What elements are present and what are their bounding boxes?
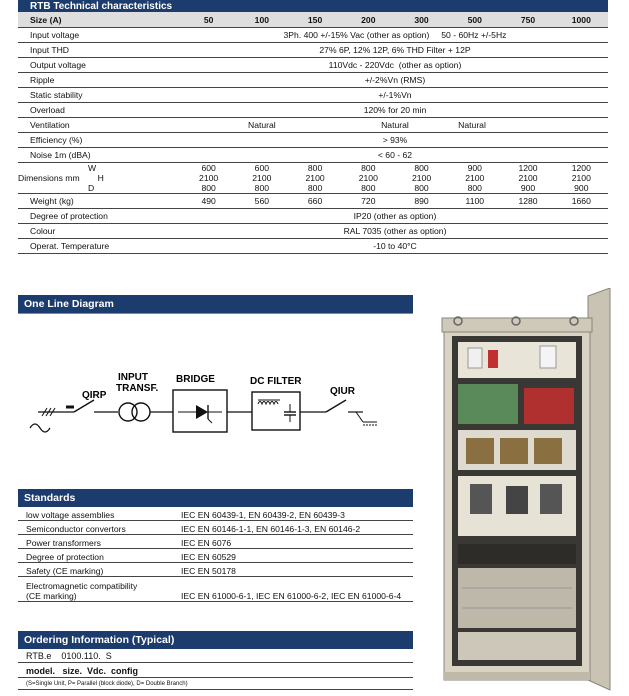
table-row: low voltage assemblies IEC EN 60439-1, EN 60439-2, EN 60439-3 <box>18 507 413 521</box>
table-row: Ripple +/-2%Vn (RMS) <box>18 73 608 88</box>
dimension-row-w: W 600 600 800 800 800 900 1200 1200 <box>88 163 591 173</box>
ordering-note: (S=Single Unit, P= Parallel (block diode), D= Double Branch) <box>18 679 413 690</box>
qiur-label: QIUR <box>330 386 355 397</box>
transformer-icon <box>119 403 173 421</box>
standards-title: Standards <box>18 489 413 507</box>
size-col: 1000 <box>555 12 608 28</box>
size-col: 500 <box>448 12 501 28</box>
table-row: Power transformers IEC EN 6076 <box>18 535 413 549</box>
rectifier-cabinet-image <box>440 288 612 694</box>
size-col: 150 <box>288 12 341 28</box>
bridge-icon <box>173 390 252 432</box>
dimensions-label: Dimensions mm <box>18 173 80 183</box>
dc-filter-icon <box>252 392 326 430</box>
table-row: Degree of protection IEC EN 60529 <box>18 549 413 563</box>
size-col: 750 <box>501 12 554 28</box>
table-row: Electromagnetic compatibility (CE marking) IEC EN 61000-6-1, IEC EN 61000-6-2, IEC EN 61000-6-4 <box>18 577 413 602</box>
ventilation-row: Ventilation Natural Natural Natural <box>18 118 608 133</box>
table-row: Efficiency (%) > 93% <box>18 133 608 148</box>
qiur-switch-icon <box>326 400 377 425</box>
qirp-label: QIRP <box>82 390 107 401</box>
tech-title: RTB Technical characteristics <box>18 0 608 12</box>
ordering-fields: model. size. Vdc. config <box>18 664 413 678</box>
table-row: Input THD 27% 6P, 12% 12P, 6% THD Filter + 12P <box>18 43 608 58</box>
table-row: Overload 120% for 20 min <box>18 103 608 118</box>
weight-row: Weight (kg) 490 560 660 720 890 1100 1280 1660 <box>18 194 608 209</box>
table-row: Operat. Temperature -10 to 40°C <box>18 239 608 254</box>
ac-source-icon <box>30 424 50 432</box>
one-line-diagram <box>18 360 418 470</box>
size-header: Size (A) <box>18 12 182 28</box>
size-col: 200 <box>342 12 395 28</box>
qirp-switch-icon <box>66 400 118 412</box>
size-col: 100 <box>235 12 288 28</box>
table-row: Noise 1m (dBA) < 60 - 62 <box>18 148 608 163</box>
table-row: Semiconductor convertors IEC EN 60146-1-1, EN 60146-1-3, EN 60146-2 <box>18 521 413 535</box>
table-row: Degree of protection IP20 (other as option) <box>18 209 608 224</box>
dc-filter-label: DC FILTER <box>250 376 302 387</box>
table-row: Output voltage 110Vdc - 220Vdc (other as option) <box>18 58 608 73</box>
size-col: 50 <box>182 12 235 28</box>
table-row: Colour RAL 7035 (other as option) <box>18 224 608 239</box>
size-col: 300 <box>395 12 448 28</box>
technical-characteristics-table <box>18 0 608 254</box>
ordering-title: Ordering Information (Typical) <box>18 631 413 649</box>
ordering-code: RTB.e 0100.110. S <box>18 650 413 663</box>
diagram-title-rule <box>18 313 413 314</box>
dimension-row-h: Dimensions mm H 2100 2100 2100 2100 2100 2100 2100 2100 <box>18 173 591 183</box>
bridge-label: BRIDGE <box>176 374 215 385</box>
table-row: Static stability +/-1%Vn <box>18 88 608 103</box>
transf-label: TRANSF. <box>116 383 159 394</box>
input-label: INPUT <box>118 372 148 383</box>
standards-table <box>18 507 413 602</box>
table-row: Safety (CE marking) IEC EN 50178 <box>18 563 413 577</box>
dimension-row-d: D 800 800 800 800 800 800 900 900 <box>18 183 608 194</box>
diagram-title: One Line Diagram <box>18 295 413 313</box>
table-row: Input voltage 3Ph. 400 +/-15% Vac (other as option) 50 - 60Hz +/-5Hz <box>18 28 608 43</box>
